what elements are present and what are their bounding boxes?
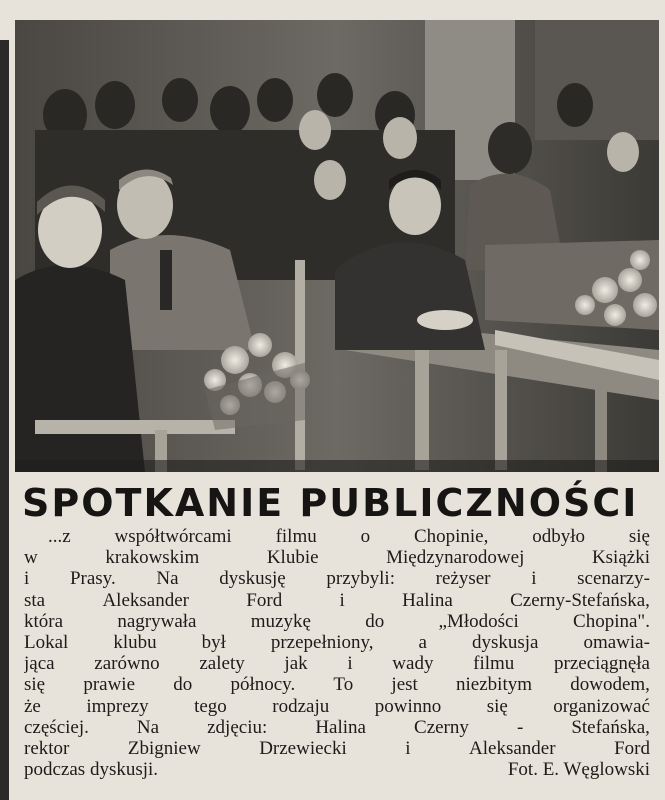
article-word: Ford [246,589,283,611]
article-word: Na [136,716,160,738]
article-line [24,611,650,632]
article-word: To [333,674,354,696]
article-photo [15,20,659,472]
article-word: się [24,674,46,696]
article-word: przybyli: [326,568,395,590]
article-line [24,632,650,653]
article-word: wady [392,653,434,675]
article-word: w [24,547,38,569]
article-word: zarówno [94,653,160,675]
article-word: muzykę [250,610,311,632]
article-word: Lokal [24,631,69,653]
article-word: dyskusję [219,568,286,590]
article-word: Drzewiecki [259,737,347,759]
article-word: Prasy. [69,568,116,590]
article-line [24,526,650,547]
article-word: tego [194,695,227,717]
article-word: Chopinie, [413,526,489,547]
article-word: Klubie [266,547,319,569]
article-line [24,738,650,759]
article-word: Chopina". [573,610,650,632]
article-word: prawie [83,674,136,696]
page-edge-shadow [0,40,9,800]
article-line [24,653,650,674]
article-line [24,759,650,780]
article-word: był [201,631,226,653]
article-word: Czerny [414,716,469,738]
article-headline: SPOTKANIE PUBLICZNOŚCI [22,481,639,525]
article-word: dowodem, [570,674,650,696]
article-word: rektor [24,737,70,759]
article-word: Na [156,568,179,590]
article-word: częściej. [24,716,89,738]
article-word: Stefańska, [571,716,650,738]
article-word: niezbitym [456,674,533,696]
article-word: przepełniony, [270,631,374,653]
article-word: dyskusja [471,631,539,653]
article-word: do [173,674,193,696]
article-word: Halina [402,589,453,611]
article-word: klubu [113,631,157,653]
article-word: o [360,526,371,547]
article-line [24,568,650,589]
article-word: północy. [230,674,296,696]
article-word: do [365,610,385,632]
article-word: się [628,526,650,547]
article-word: imprezy [86,695,149,717]
article-word: i [405,737,411,759]
article-word: filmu [275,526,317,547]
article-word: ...z [48,526,71,547]
article-word: Zbigniew [127,737,201,759]
article-word: sta [24,589,46,611]
article-last-line-text: podczas dyskusji. [24,759,159,781]
article-word: się [486,695,508,717]
article-word: jak [284,653,308,675]
article-line [24,696,650,717]
article-body [24,526,650,780]
article-word: przeciągnęła [554,653,650,675]
article-word: i [347,653,353,675]
article-word: organizować [553,695,650,717]
article-word: i [531,568,537,590]
article-word: Aleksander [469,737,556,759]
article-word: Ford [614,737,650,759]
article-word: zalety [199,653,245,675]
article-word: rodzaju [272,695,330,717]
article-word: że [24,695,41,717]
article-word: nagrywała [117,610,197,632]
article-word: która [24,610,64,632]
article-word: „Młodości [438,610,519,632]
article-word: powinno [374,695,442,717]
article-word: filmu [473,653,515,675]
article-word: Książki [591,547,650,569]
article-line [24,547,650,568]
article-word: - [516,716,524,738]
article-word: reżyser [435,568,491,590]
article-word: scenarzy- [577,568,650,590]
article-word: Aleksander [102,589,189,611]
article-word: krakowskim [105,547,200,569]
article-word: Czerny-Stefańska, [510,589,650,611]
article-word: i [339,589,345,611]
article-word: jest [391,674,418,696]
article-word: współtwórcami [114,526,232,547]
article-word: Międzynarodowej [386,547,525,569]
article-word: Halina [315,716,366,738]
article-word: omawia- [583,631,650,653]
article-line [24,590,650,611]
article-word: i [24,568,30,590]
article-line [24,674,650,695]
article-word: a [418,631,427,653]
photo-credit: Fot. E. Węglowski [507,759,650,781]
article-word: odbyło [532,526,586,547]
article-word: zdjęciu: [207,716,268,738]
article-line [24,717,650,738]
article-word: jąca [24,653,55,675]
